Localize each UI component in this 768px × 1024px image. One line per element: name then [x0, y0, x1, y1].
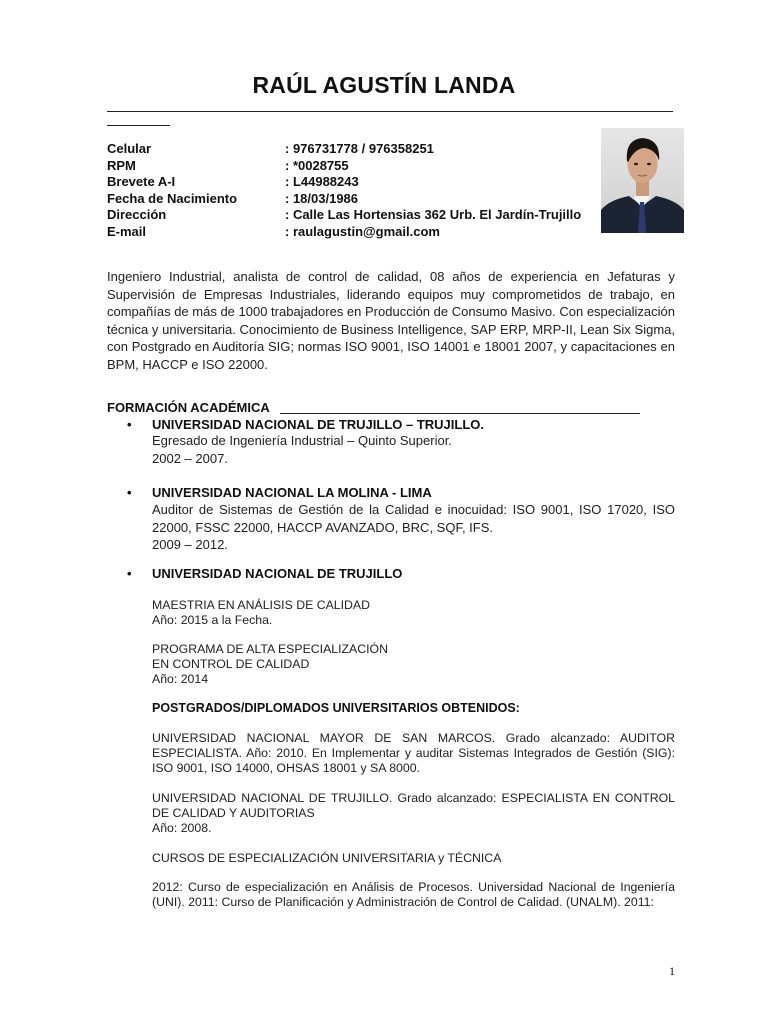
contact-value: : L44988243 [285, 174, 359, 190]
contact-value: : raulagustin@gmail.com [285, 223, 440, 239]
maestria-year: Año: 2015 a la Fecha. [152, 613, 273, 627]
education-years: 2002 – 2007. [152, 451, 228, 466]
header-rule [107, 111, 673, 112]
contact-label: RPM [107, 157, 136, 173]
education-years: 2009 – 2012. [152, 537, 228, 552]
education-detail: Auditor de Sistemas de Gestión de la Calidad e inocuidad: ISO 9001, ISO 17020, ISO 22000, FSSC 22000, HACCP AVANZADO, BRC, SQF, IFS. [152, 502, 675, 535]
page-number: 1 [669, 964, 675, 978]
contact-value: : Calle Las Hortensias 362 Urb. El Jardín-Trujillo [285, 207, 582, 223]
contact-label: Dirección [107, 207, 167, 223]
contact-row-celular [107, 141, 581, 158]
contact-row-rpm [107, 158, 581, 175]
postgrado-item: UNIVERSIDAD NACIONAL DE TRUJILLO. Grado alcanzado: ESPECIALISTA EN CONTROL DE CALIDAD Y AUDITORIAS [152, 791, 675, 820]
cursos-heading: CURSOS DE ESPECIALIZACIÓN UNIVERSITARIA y TÉCNICA [152, 851, 502, 865]
profile-photo-image [601, 128, 684, 233]
programa-year: Año: 2014 [152, 672, 209, 686]
education-title: UNIVERSIDAD NACIONAL DE TRUJILLO [152, 566, 403, 581]
bullet-icon: • [127, 485, 132, 500]
section-underline [280, 413, 640, 414]
contact-row-brevete [107, 174, 581, 191]
education-title: UNIVERSIDAD NACIONAL LA MOLINA - LIMA [152, 485, 432, 500]
professional-summary: Ingeniero Industrial, analista de control de calidad, 08 años de experiencia en Jefaturas y Supervisión de Empresas Industriales, liderando equipos muy comprometidos de trabajo, en compañías de más de 1000 trabajadores en Producción de Consumo Masivo. Con especialización técnica y universitaria. Conocimiento de Business Intelligence, SAP ERP, MRP-II, Lean Six Sigma, con Postgrado en Auditoría SIG; normas ISO 9001, ISO 14001 e 18001 2007, y capacitaciones en BPM, HACCP e ISO 22000. [107, 269, 675, 372]
bullet-icon: • [127, 417, 132, 432]
programa-title: PROGRAMA DE ALTA ESPECIALIZACIÓN [152, 642, 388, 656]
contact-value: : *0028755 [285, 157, 349, 173]
section-heading-education: FORMACIÓN ACADÉMICA [107, 400, 270, 415]
bullet-icon: • [127, 566, 132, 581]
maestria-title: MAESTRIA EN ANÁLISIS DE CALIDAD [152, 598, 370, 612]
contact-row-email [107, 224, 581, 241]
contact-value: : 976731778 / 976358251 [285, 141, 434, 156]
contact-row-address [107, 207, 581, 224]
contact-label: Brevete A-I [107, 174, 176, 190]
postgrado-item: UNIVERSIDAD NACIONAL MAYOR DE SAN MARCOS. Grado alcanzado: AUDITOR ESPECIALISTA. Año: 2010. En Implementar y auditar Sistemas Integrados de Gestión (SIG): ISO 9001, ISO 14000, OHSAS 18001 y SA 8000. [152, 731, 675, 775]
header-rule-short [107, 125, 170, 126]
candidate-name: RAÚL AGUSTÍN LANDA [252, 72, 516, 98]
contact-label: Celular [107, 141, 152, 156]
education-title: UNIVERSIDAD NACIONAL DE TRUJILLO – TRUJILLO. [152, 417, 485, 432]
contact-label: E-mail [107, 223, 147, 239]
contact-value: : 18/03/1986 [285, 190, 359, 206]
profile-photo [601, 128, 684, 233]
postgrado-year: Año: 2008. [152, 821, 212, 835]
cursos-text: 2012: Curso de especialización en Análisis de Procesos. Universidad Nacional de Ingeniería (UNI). 2011: Curso de Planificación y Administración de Control de Calidad. (UNALM). 2011: [152, 880, 675, 909]
contact-row-birthdate [107, 191, 581, 208]
education-detail: Egresado de Ingeniería Industrial – Quinto Superior. [152, 433, 452, 448]
contact-label: Fecha de Nacimiento [107, 190, 238, 206]
postgrados-heading: POSTGRADOS/DIPLOMADOS UNIVERSITARIOS OBTENIDOS: [152, 701, 520, 715]
contact-block [107, 141, 581, 241]
programa-subtitle: EN CONTROL DE CALIDAD [152, 657, 310, 671]
